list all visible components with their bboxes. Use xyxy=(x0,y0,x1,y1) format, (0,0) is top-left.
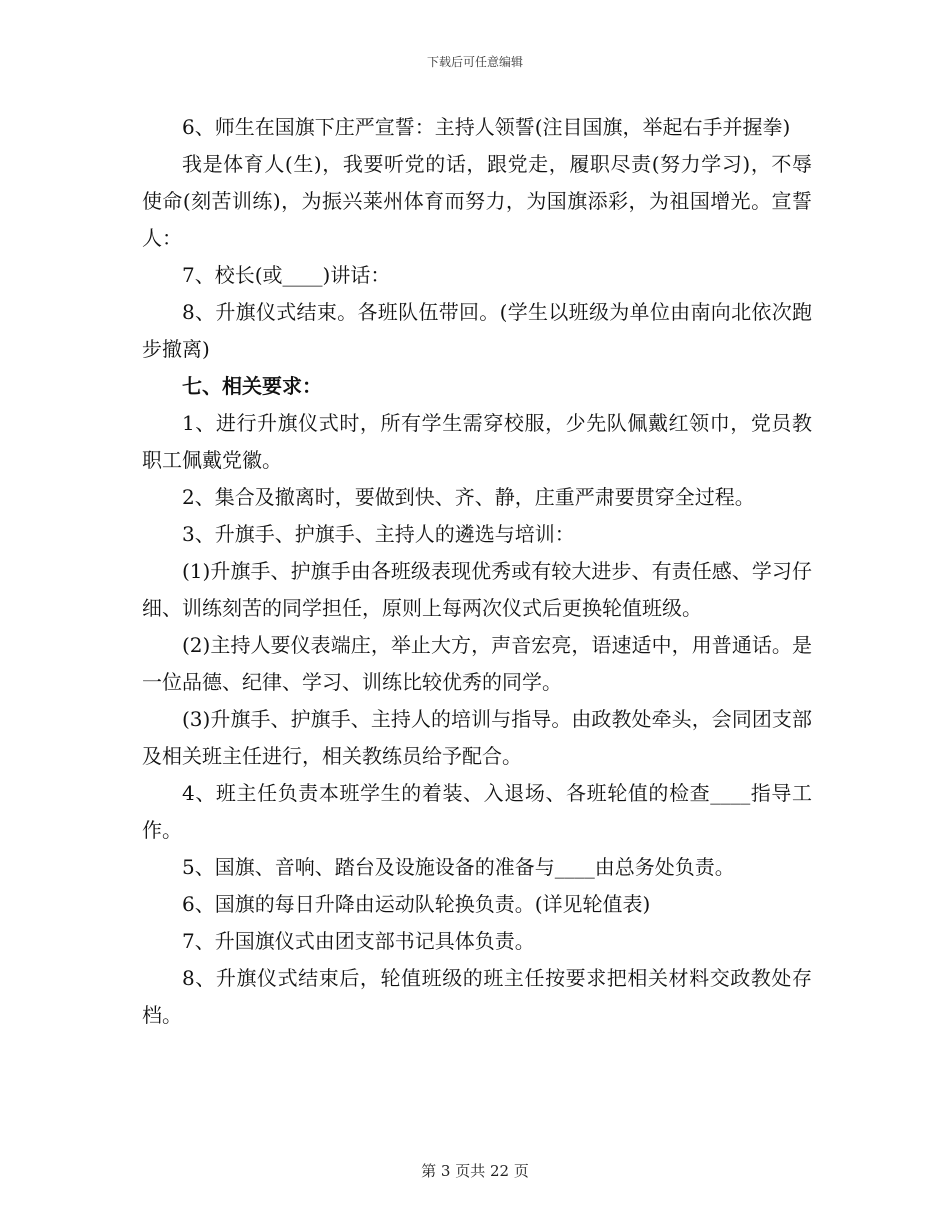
paragraph-ceremony-end: 8、升旗仪式结束。各班队伍带回。(学生以班级为单位由南向北依次跑步撤离) xyxy=(142,300,812,361)
document-body xyxy=(142,109,812,1034)
section-heading-requirements: 七、相关要求： xyxy=(182,374,322,398)
paragraph-requirement-8: 8、升旗仪式结束后，轮值班级的班主任按要求把相关材料交政教处存档。 xyxy=(142,966,812,1027)
paragraph-oath-intro: 6、师生在国旗下庄严宣誓：主持人领誓(注目国旗，举起右手并握拳) xyxy=(182,115,791,139)
paragraph-requirement-2: 2、集合及撤离时，要做到快、齐、静，庄重严肃要贯穿全过程。 xyxy=(182,485,755,509)
paragraph-requirement-3-2: (2)主持人要仪表端庄，举止大方，声音宏亮，语速适中，用普通话。是一位品德、纪律、学习、训练比较优秀的同学。 xyxy=(142,633,812,694)
page-number-footer: 第 3 页共 22 页 xyxy=(421,1162,529,1180)
paragraph-requirement-7: 7、升国旗仪式由团支部书记具体负责。 xyxy=(182,929,535,953)
paragraph-oath-text: 我是体育人(生)，我要听党的话，跟党走，履职尽责(努力学习)，不辱使命(刻苦训练)，为振兴莱州体育而努力，为国旗添彩，为祖国增光。宣誓人： xyxy=(142,152,812,250)
paragraph-requirement-5: 5、国旗、音响、踏台及设施设备的准备与____由总务处负责。 xyxy=(182,855,735,879)
paragraph-requirement-6: 6、国旗的每日升降由运动队轮换负责。(详见轮值表) xyxy=(182,892,651,916)
paragraph-principal-speech: 7、校长(或____)讲话： xyxy=(182,263,391,287)
paragraph-requirement-4: 4、班主任负责本班学生的着装、入退场、各班轮值的检查____指导工作。 xyxy=(142,781,812,842)
paragraph-requirement-1: 1、进行升旗仪式时，所有学生需穿校服，少先队佩戴红领巾，党员教职工佩戴党徽。 xyxy=(142,411,812,472)
paragraph-requirement-3: 3、升旗手、护旗手、主持人的遴选与培训： xyxy=(182,522,575,546)
header-note: 下载后可任意编辑 xyxy=(426,55,523,69)
paragraph-requirement-3-1: (1)升旗手、护旗手由各班级表现优秀或有较大进步、有责任感、学习仔细、训练刻苦的同学担任，原则上每两次仪式后更换轮值班级。 xyxy=(142,559,812,620)
paragraph-requirement-3-3: (3)升旗手、护旗手、主持人的培训与指导。由政教处牵头，会同团支部及相关班主任进行，相关教练员给予配合。 xyxy=(142,707,812,768)
